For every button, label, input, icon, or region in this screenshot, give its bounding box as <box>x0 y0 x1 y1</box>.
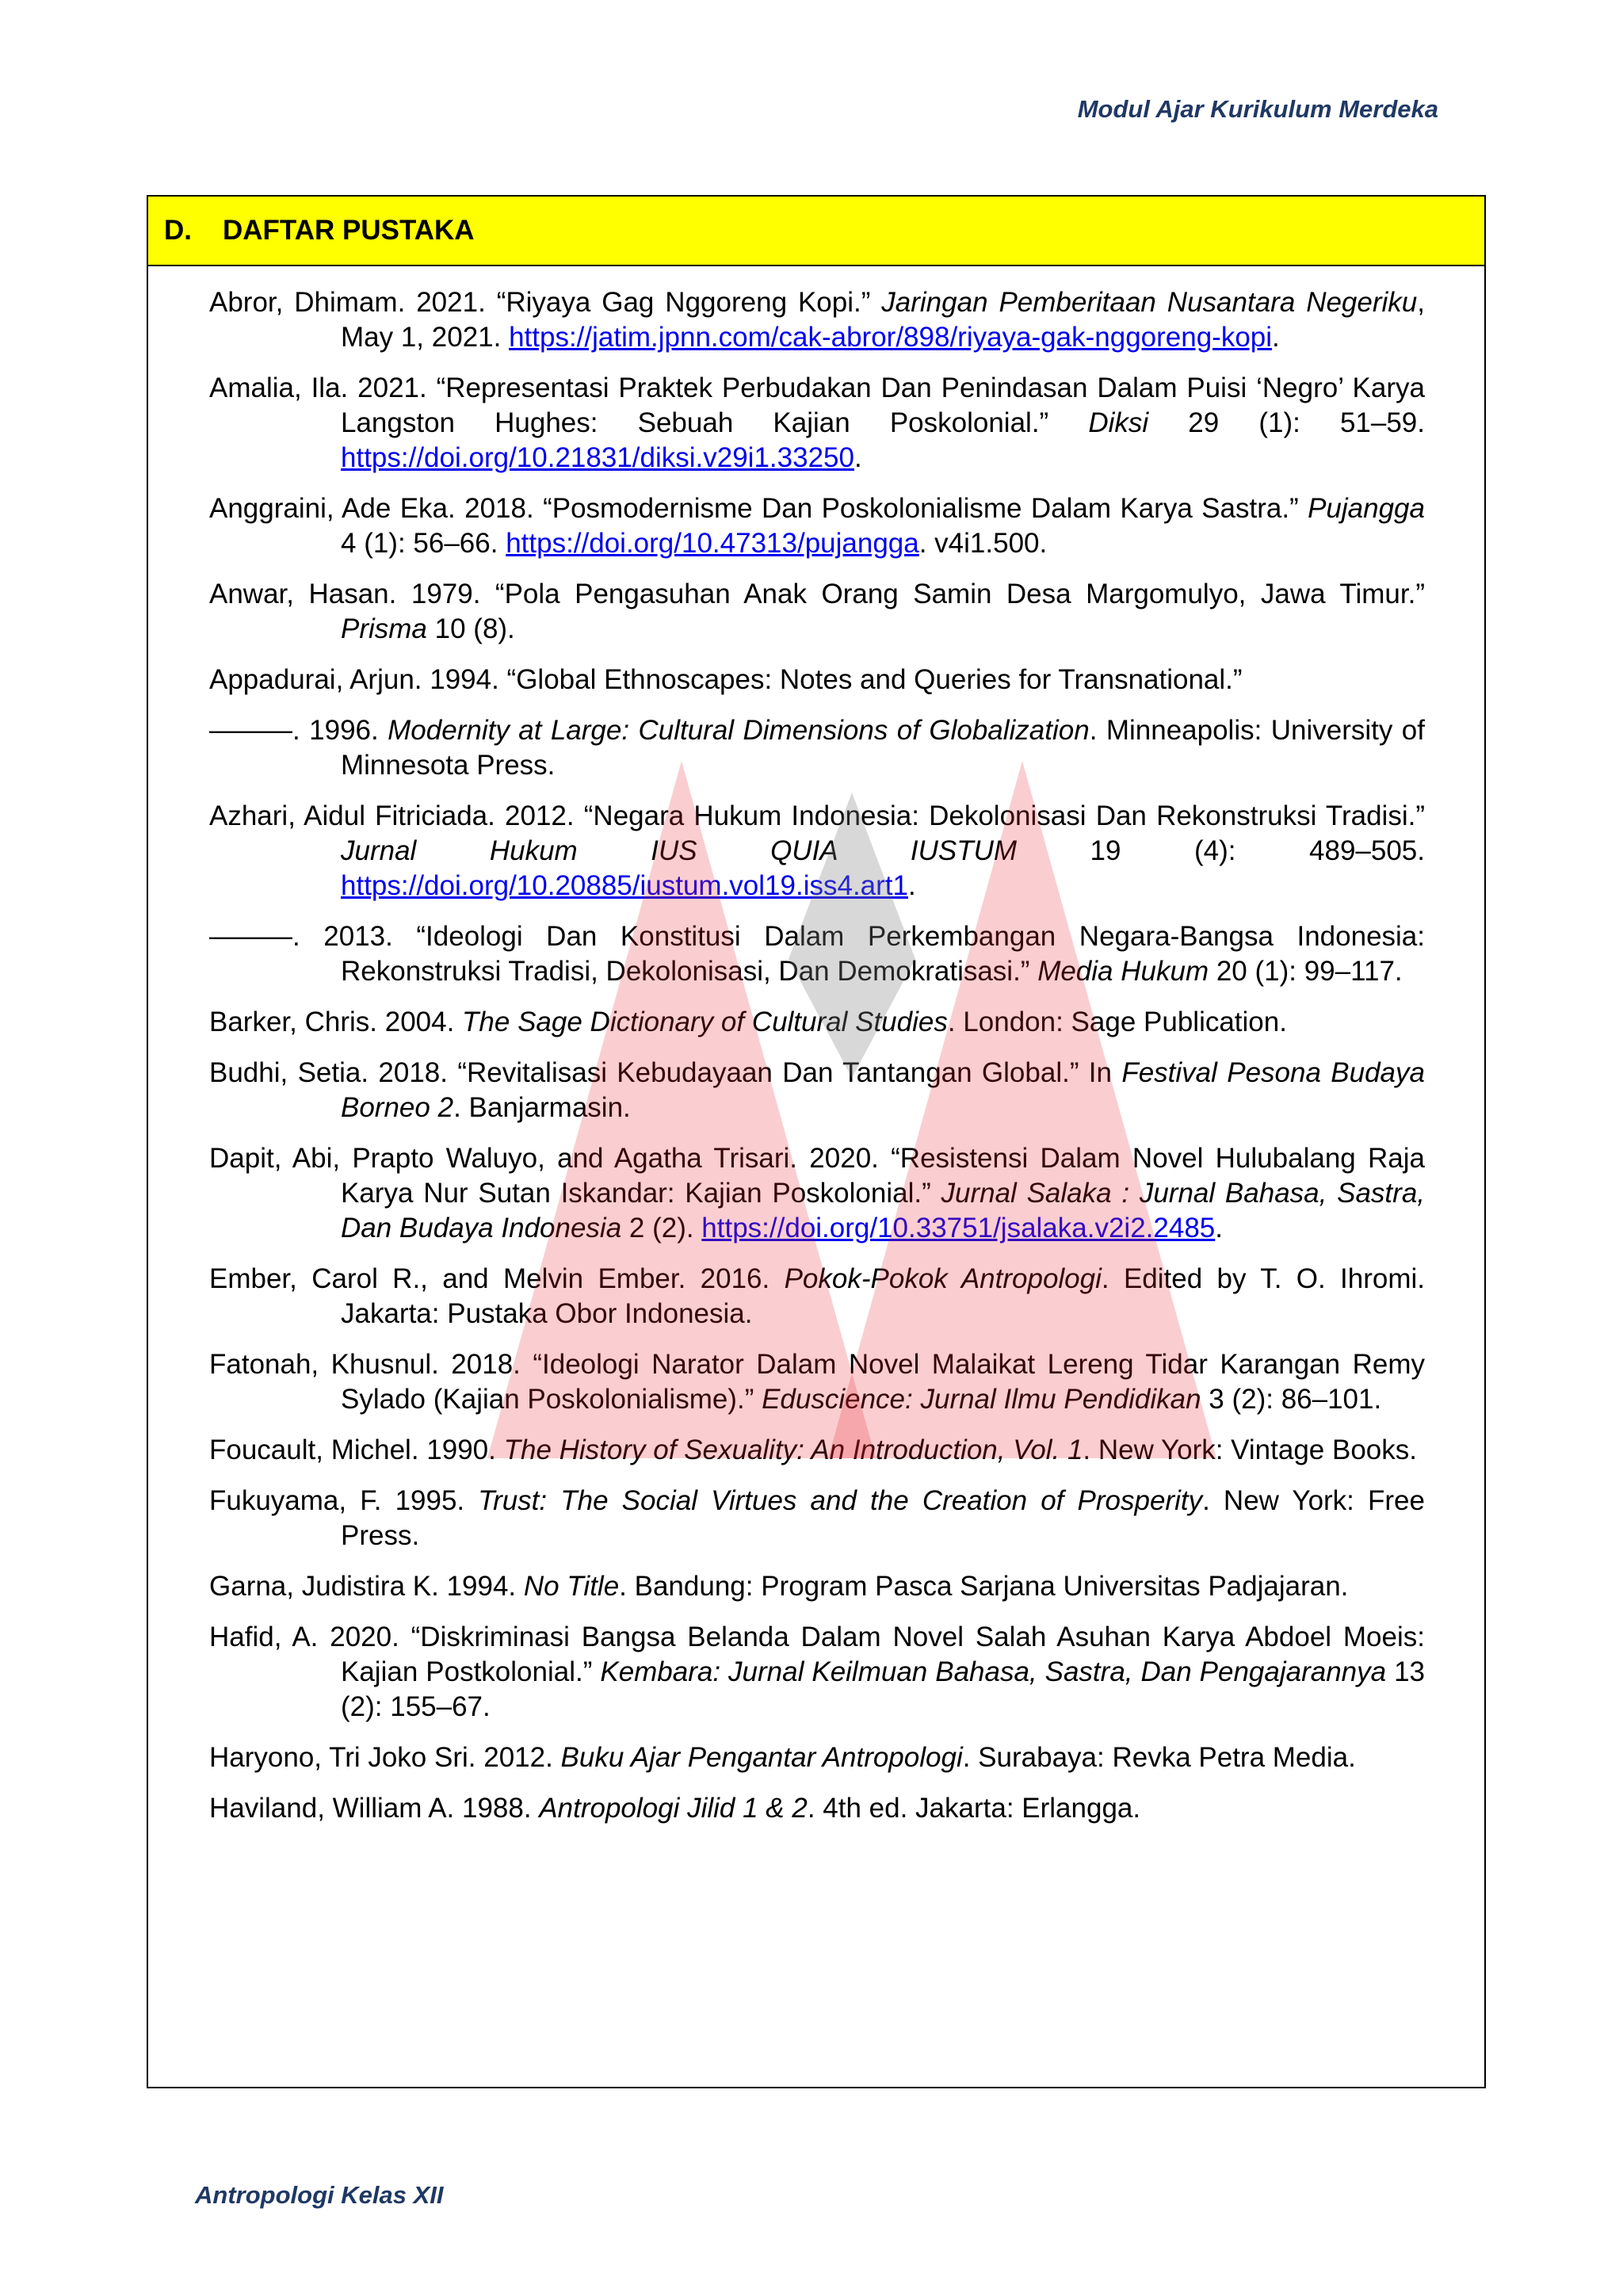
reference-link[interactable]: https://doi.org/10.21831/diksi.v29i1.33250 <box>341 442 854 473</box>
reference-text: . <box>1272 322 1280 353</box>
reference-text: 20 (1): 99–117. <box>1209 956 1403 987</box>
reference-title: The Sage Dictionary of Cultural Studies <box>462 1007 948 1037</box>
reference-text: . New York: Vintage Books. <box>1083 1435 1417 1465</box>
section-letter: D. <box>164 215 192 246</box>
reference-text: . Edited by T. O. Ihromi. Jakarta: Pustaka Obor Indonesia. <box>341 1263 1425 1329</box>
reference-text: Hafid, A. 2020. “Diskriminasi Bangsa Belanda Dalam Novel Salah Asuhan Karya Abdoel Moeis: Kajian Postkolonial.” <box>209 1622 1425 1687</box>
reference-text: 13 (2): 155–67. <box>341 1656 1426 1722</box>
reference-entry <box>209 799 1425 904</box>
reference-entry <box>209 1262 1425 1331</box>
section-header <box>148 197 1484 266</box>
reference-text: Fukuyama, F. 1995. <box>209 1485 479 1516</box>
reference-title: Jaringan Pemberitaan Nusantara Negeriku <box>881 287 1418 318</box>
content-frame <box>147 195 1486 2088</box>
reference-entry <box>209 1791 1425 1826</box>
reference-text: , May 1, 2021. <box>341 287 1425 353</box>
reference-text: 29 (1): 51–59. <box>1148 407 1425 438</box>
reference-link[interactable]: https://doi.org/10.47313/pujangga <box>506 528 919 559</box>
reference-text: . New York: Free Press. <box>341 1485 1425 1551</box>
reference-title: The History of Sexuality: An Introduction, Vol. 1 <box>503 1435 1083 1465</box>
reference-text: Abror, Dhimam. 2021. “Riyaya Gag Nggoreng Kopi.” <box>209 287 882 318</box>
reference-entry <box>209 1056 1425 1125</box>
reference-title: Pujangga <box>1308 493 1425 524</box>
reference-text: . 4th ed. Jakarta: Erlangga. <box>807 1793 1141 1824</box>
reference-title: Antropologi Jilid 1 & 2 <box>539 1793 808 1824</box>
reference-entry <box>209 491 1425 561</box>
reference-text: ———. 2013. “Ideologi Dan Konstitusi Dalam Perkembangan Negara-Bangsa Indonesia: Rekonstruksi Tradisi, Dekolonisasi, Dan Demokratisasi.” <box>209 921 1425 987</box>
reference-title: Pokok-Pokok Antropologi <box>784 1263 1102 1294</box>
reference-text: 19 (4): 489–505. <box>1017 835 1425 866</box>
reference-entry <box>209 919 1425 989</box>
reference-title: Prisma <box>341 613 427 644</box>
reference-text: Ember, Carol R., and Melvin Ember. 2016. <box>209 1263 785 1294</box>
reference-text: Amalia, Ila. 2021. “Representasi Praktek Perbudakan Dan Penindasan Dalam Puisi ‘Negro’ Karya Langston Hughes: Sebuah Kajian Poskolonial.” <box>209 372 1425 438</box>
reference-title: Modernity at Large: Cultural Dimensions of Globalization <box>388 715 1090 746</box>
reference-link[interactable]: https://doi.org/10.33751/jsalaka.v2i2.2485 <box>701 1213 1216 1244</box>
page-footer-title: Antropologi Kelas XII <box>195 2181 444 2209</box>
reference-title: Diksi <box>1088 407 1149 438</box>
reference-entry <box>209 1005 1425 1040</box>
reference-entry <box>209 1433 1425 1468</box>
reference-text: Appadurai, Arjun. 1994. “Global Ethnoscapes: Notes and Queries for Transnational.” <box>209 664 1243 695</box>
reference-entry <box>209 1620 1425 1725</box>
reference-entry <box>209 1347 1425 1417</box>
reference-entry <box>209 1740 1425 1775</box>
reference-text: 2 (2). <box>621 1213 702 1244</box>
reference-text: Foucault, Michel. 1990. <box>209 1435 504 1465</box>
reference-text: Garna, Judistira K. 1994. <box>209 1571 524 1602</box>
reference-entry <box>209 1484 1425 1553</box>
reference-text: . Surabaya: Revka Petra Media. <box>962 1742 1356 1773</box>
reference-title: Media Hukum <box>1037 956 1209 987</box>
reference-text: Haryono, Tri Joko Sri. 2012. <box>209 1742 561 1773</box>
reference-title: Buku Ajar Pengantar Antropologi <box>560 1742 963 1773</box>
reference-title: No Title <box>523 1571 620 1602</box>
reference-text: . London: Sage Publication. <box>947 1007 1287 1037</box>
section-title: DAFTAR PUSTAKA <box>223 215 475 246</box>
reference-title: Festival Pesona Budaya Borneo 2 <box>341 1057 1425 1123</box>
reference-title: Jurnal Hukum IUS QUIA IUSTUM <box>341 835 1018 866</box>
reference-text: Fatonah, Khusnul. 2018. “Ideologi Narator Dalam Novel Malaikat Lereng Tidar Karangan Remy Sylado (Kajian Poskolonialisme).” <box>209 1349 1425 1415</box>
reference-text: Anwar, Hasan. 1979. “Pola Pengasuhan Anak Orang Samin Desa Margomulyo, Jawa Timur.” <box>209 579 1425 609</box>
reference-entry <box>209 285 1425 355</box>
reference-text: . <box>907 870 916 901</box>
reference-title: Jurnal Salaka : Jurnal Bahasa, Sastra, Dan Budaya Indonesia <box>341 1178 1426 1244</box>
reference-title: Eduscience: Jurnal Ilmu Pendidikan <box>762 1384 1201 1415</box>
reference-text: Anggraini, Ade Eka. 2018. “Posmodernisme Dan Poskolonialisme Dalam Karya Sastra.” <box>209 493 1308 524</box>
reference-text: Barker, Chris. 2004. <box>209 1007 463 1037</box>
reference-link[interactable]: https://doi.org/10.20885/iustum.vol19.iss4.art1 <box>341 870 908 901</box>
reference-text: Dapit, Abi, Prapto Waluyo, and Agatha Trisari. 2020. “Resistensi Dalam Novel Hulubalang Raja Karya Nur Sutan Iskandar: Kajian Poskolonial.” <box>209 1143 1425 1209</box>
reference-entry <box>209 663 1425 697</box>
reference-text: . Minneapolis: University of Minnesota Press. <box>341 715 1425 781</box>
reference-entry <box>209 1141 1425 1246</box>
reference-text: 3 (2): 86–101. <box>1201 1384 1382 1415</box>
reference-text: ———. 1996. <box>209 715 388 746</box>
reference-title: Kembara: Jurnal Keilmuan Bahasa, Sastra, Dan Pengajarannya <box>600 1656 1387 1687</box>
reference-text: . <box>854 442 862 473</box>
reference-text: . v4i1.500. <box>918 528 1048 559</box>
reference-text: Budhi, Setia. 2018. “Revitalisasi Kebudayaan Dan Tantangan Global.” In <box>209 1057 1122 1088</box>
reference-text: Azhari, Aidul Fitriciada. 2012. “Negara Hukum Indonesia: Dekolonisasi Dan Rekonstruksi Tradisi.” <box>209 800 1425 831</box>
reference-text: 4 (1): 56–66. <box>341 528 506 559</box>
reference-text: . Bandung: Program Pasca Sarjana Universitas Padjajaran. <box>619 1571 1349 1602</box>
reference-text: . <box>1215 1213 1223 1244</box>
reference-entry <box>209 371 1425 476</box>
reference-entry <box>209 713 1425 783</box>
reference-text: Haviland, William A. 1988. <box>209 1793 540 1824</box>
reference-list <box>209 285 1425 1842</box>
reference-text: 10 (8). <box>426 613 515 644</box>
reference-entry <box>209 577 1425 647</box>
reference-title: Trust: The Social Virtues and the Creation of Prosperity <box>478 1485 1203 1516</box>
reference-entry <box>209 1569 1425 1604</box>
reference-link[interactable]: https://jatim.jpnn.com/cak-abror/898/riyaya-gak-nggoreng-kopi <box>509 322 1273 353</box>
page-header-title: Modul Ajar Kurikulum Merdeka <box>1077 95 1438 123</box>
reference-text: . Banjarmasin. <box>453 1092 631 1123</box>
